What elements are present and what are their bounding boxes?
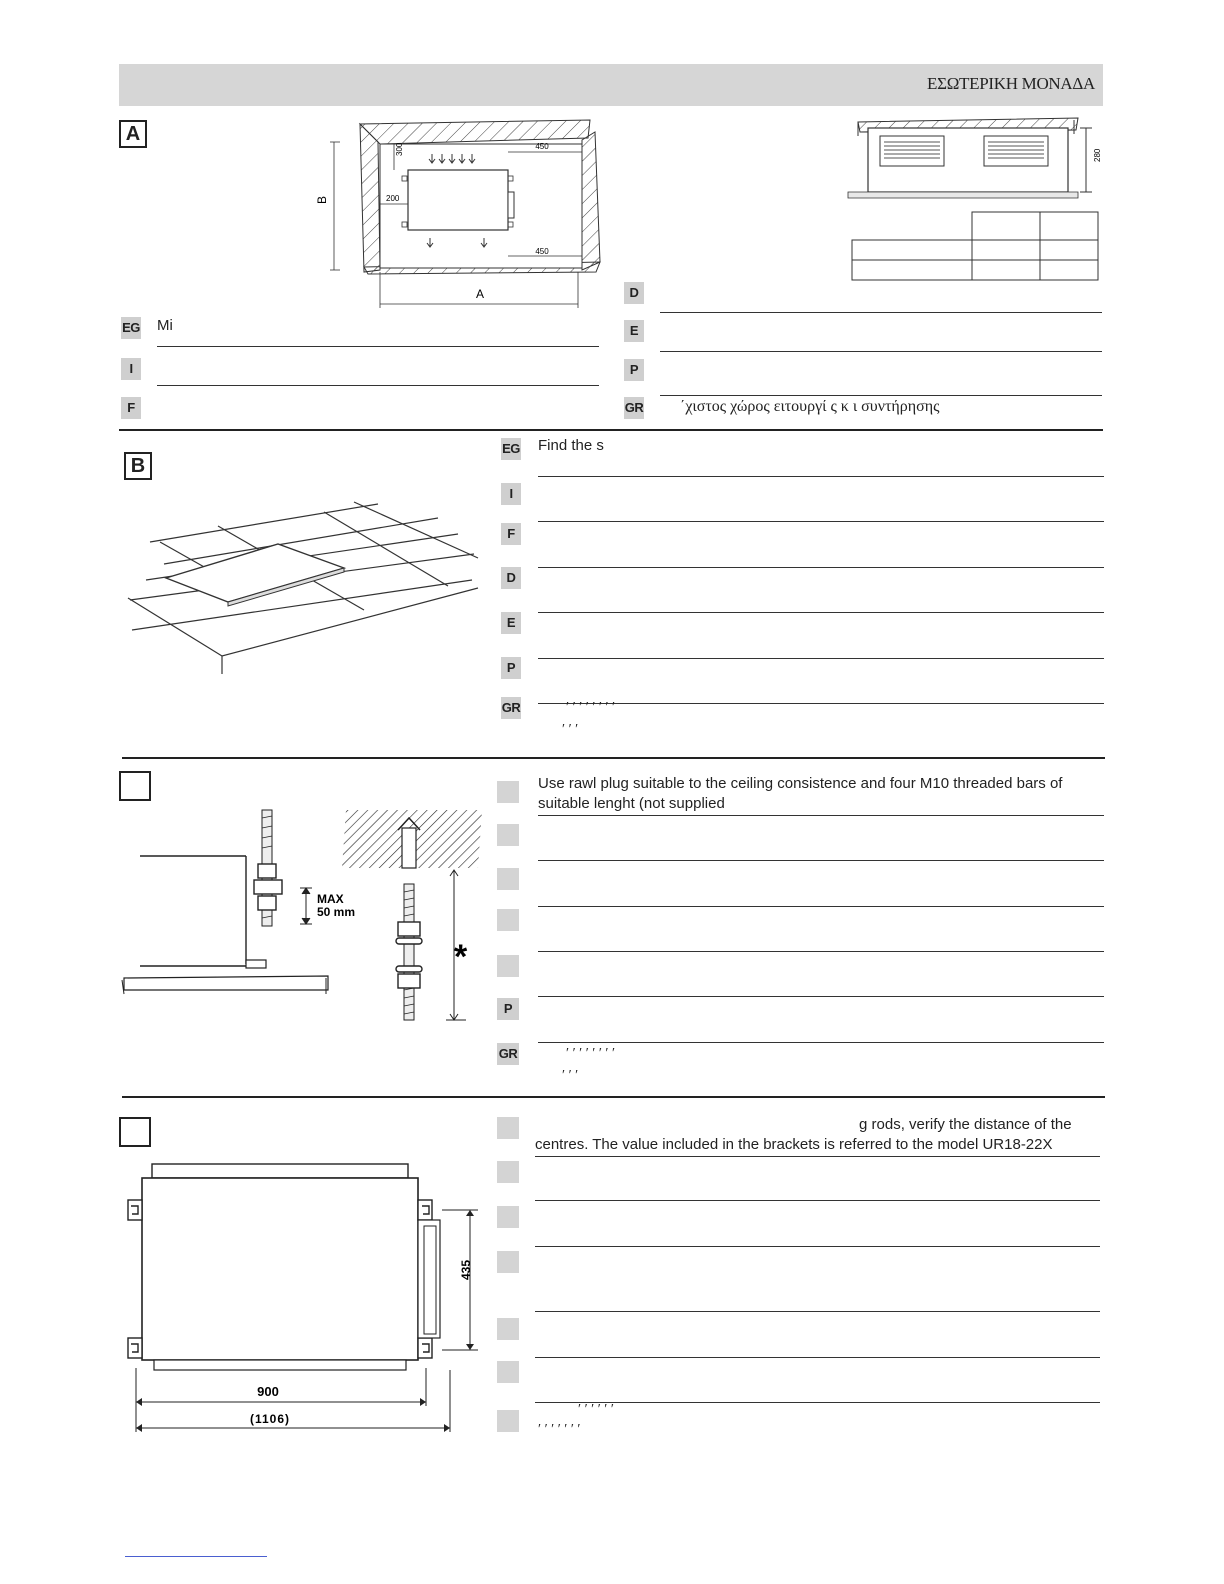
text-rule	[538, 476, 1104, 477]
unit-elevation-diagram	[848, 112, 1108, 202]
lang-badge-gr: GR	[624, 397, 644, 419]
section-a-label: A	[119, 120, 147, 148]
section-c-text-line2: suitable lenght (not supplied	[538, 795, 725, 812]
text-rule	[535, 1156, 1100, 1157]
text-rule	[538, 951, 1104, 952]
lang-badge-f: F	[501, 523, 521, 545]
text-rule	[538, 521, 1104, 522]
lang-badge-blank	[497, 1206, 519, 1228]
text-rule	[538, 815, 1104, 816]
lang-badge-blank	[497, 1410, 519, 1432]
text-rule	[535, 1311, 1100, 1312]
lang-badge-blank	[497, 909, 519, 931]
false-ceiling-grid-diagram	[118, 498, 488, 678]
text-rule	[660, 312, 1102, 313]
dimensions-table	[852, 212, 1100, 282]
text-rule	[535, 1246, 1100, 1247]
footer-link-underline[interactable]	[125, 1556, 267, 1557]
dim-900: 900	[257, 1384, 279, 1399]
text-rule	[535, 1200, 1100, 1201]
max-label: MAX	[317, 892, 344, 906]
lang-badge-blank	[497, 1117, 519, 1139]
lang-badge-blank	[497, 868, 519, 890]
text-rule	[538, 1042, 1104, 1043]
lang-badge-eg: EG	[501, 438, 521, 460]
text-rule	[660, 351, 1102, 352]
text-rule	[538, 658, 1104, 659]
page-title: ΕΣΩΤΕΡΙΚΗ ΜΟΝΑΔΑ	[927, 74, 1095, 93]
lang-badge-p: P	[624, 359, 644, 381]
lang-badge-d: D	[501, 567, 521, 589]
max-value: 50 mm	[317, 905, 356, 919]
dim-435: 435	[459, 1259, 473, 1280]
dim-label-b: B	[315, 195, 329, 204]
text-rule	[538, 996, 1104, 997]
lang-badge-f: F	[121, 397, 141, 419]
text-rule	[538, 906, 1104, 907]
lang-badge-gr: GR	[497, 1043, 519, 1065]
lang-badge-d: D	[624, 282, 644, 304]
section-a-gr-text: ΄χιστος χώρος ειτουργί ς κ ι συντήρησης	[680, 398, 940, 415]
section-c-label	[119, 771, 151, 801]
lang-badge-blank	[497, 1361, 519, 1383]
dim-1106: (1106)	[249, 1412, 291, 1426]
lang-badge-gr: GR	[501, 697, 521, 719]
threaded-rod-mounting-diagram	[120, 800, 490, 1030]
lang-badge-p: P	[497, 998, 519, 1020]
lang-badge-blank	[497, 955, 519, 977]
lang-badge-eg: EG	[121, 317, 141, 339]
text-rule	[538, 567, 1104, 568]
section-c-gr-accents-2: ′ ′ ′	[562, 1068, 579, 1083]
air-grille-left	[880, 136, 944, 166]
dim-450-bottom: 450	[535, 247, 549, 256]
lang-badge-i: I	[501, 483, 521, 505]
section-c-text-line1: Use rawl plug suitable to the ceiling consistence and four M10 threaded bars of	[538, 775, 1063, 792]
dim-200: 200	[386, 194, 400, 203]
section-d-text-line1: g rods, verify the distance of the	[859, 1116, 1072, 1133]
dim-280: 280	[1093, 148, 1102, 162]
section-divider	[119, 429, 1103, 431]
lang-badge-blank	[497, 824, 519, 846]
dim-300: 300	[395, 142, 404, 156]
section-b-gr-accents-1: ′ ′ ′ ′ ′ ′ ′ ′	[566, 700, 615, 715]
clearance-plan-diagram	[315, 112, 610, 312]
section-a-eg-text: Mi	[157, 317, 173, 334]
lang-badge-blank	[497, 1318, 519, 1340]
section-b-label: B	[124, 452, 152, 480]
section-divider	[122, 757, 1105, 759]
text-rule	[157, 385, 599, 386]
lang-badge-e: E	[501, 612, 521, 634]
text-rule	[538, 612, 1104, 613]
unit-bracket-dimensions-diagram	[120, 1160, 490, 1440]
air-grille-right	[984, 136, 1048, 166]
lang-badge-i: I	[121, 358, 141, 380]
section-d-label	[119, 1117, 151, 1147]
lang-badge-e: E	[624, 320, 644, 342]
removed-ceiling-panel	[166, 544, 344, 606]
section-divider	[122, 1096, 1105, 1098]
text-rule	[535, 1357, 1100, 1358]
text-rule	[157, 346, 599, 347]
lang-badge-p: P	[501, 657, 521, 679]
section-b-eg-text: Find the s	[538, 437, 604, 454]
header-bar	[119, 64, 1103, 106]
section-d-text-line2: centres. The value included in the brackets is referred to the model UR18-22X	[535, 1136, 1053, 1153]
lang-badge-blank	[497, 1161, 519, 1183]
section-d-gr-accents-1: ′ ′ ′ ′ ′ ′	[578, 1402, 614, 1417]
dim-450-top: 450	[535, 142, 549, 151]
section-d-gr-accents-2: ′ ′ ′ ′ ′ ′ ′	[538, 1422, 581, 1437]
text-rule	[538, 703, 1104, 704]
dim-label-a: A	[475, 287, 485, 301]
lang-badge-blank	[497, 781, 519, 803]
asterisk-label: *	[454, 938, 468, 976]
lang-badge-blank	[497, 1251, 519, 1273]
section-b-gr-accents-2: ′ ′ ′	[562, 722, 579, 737]
text-rule	[660, 395, 1102, 396]
section-c-gr-accents-1: ′ ′ ′ ′ ′ ′ ′ ′	[566, 1046, 615, 1061]
text-rule	[538, 860, 1104, 861]
text-rule	[535, 1402, 1100, 1403]
